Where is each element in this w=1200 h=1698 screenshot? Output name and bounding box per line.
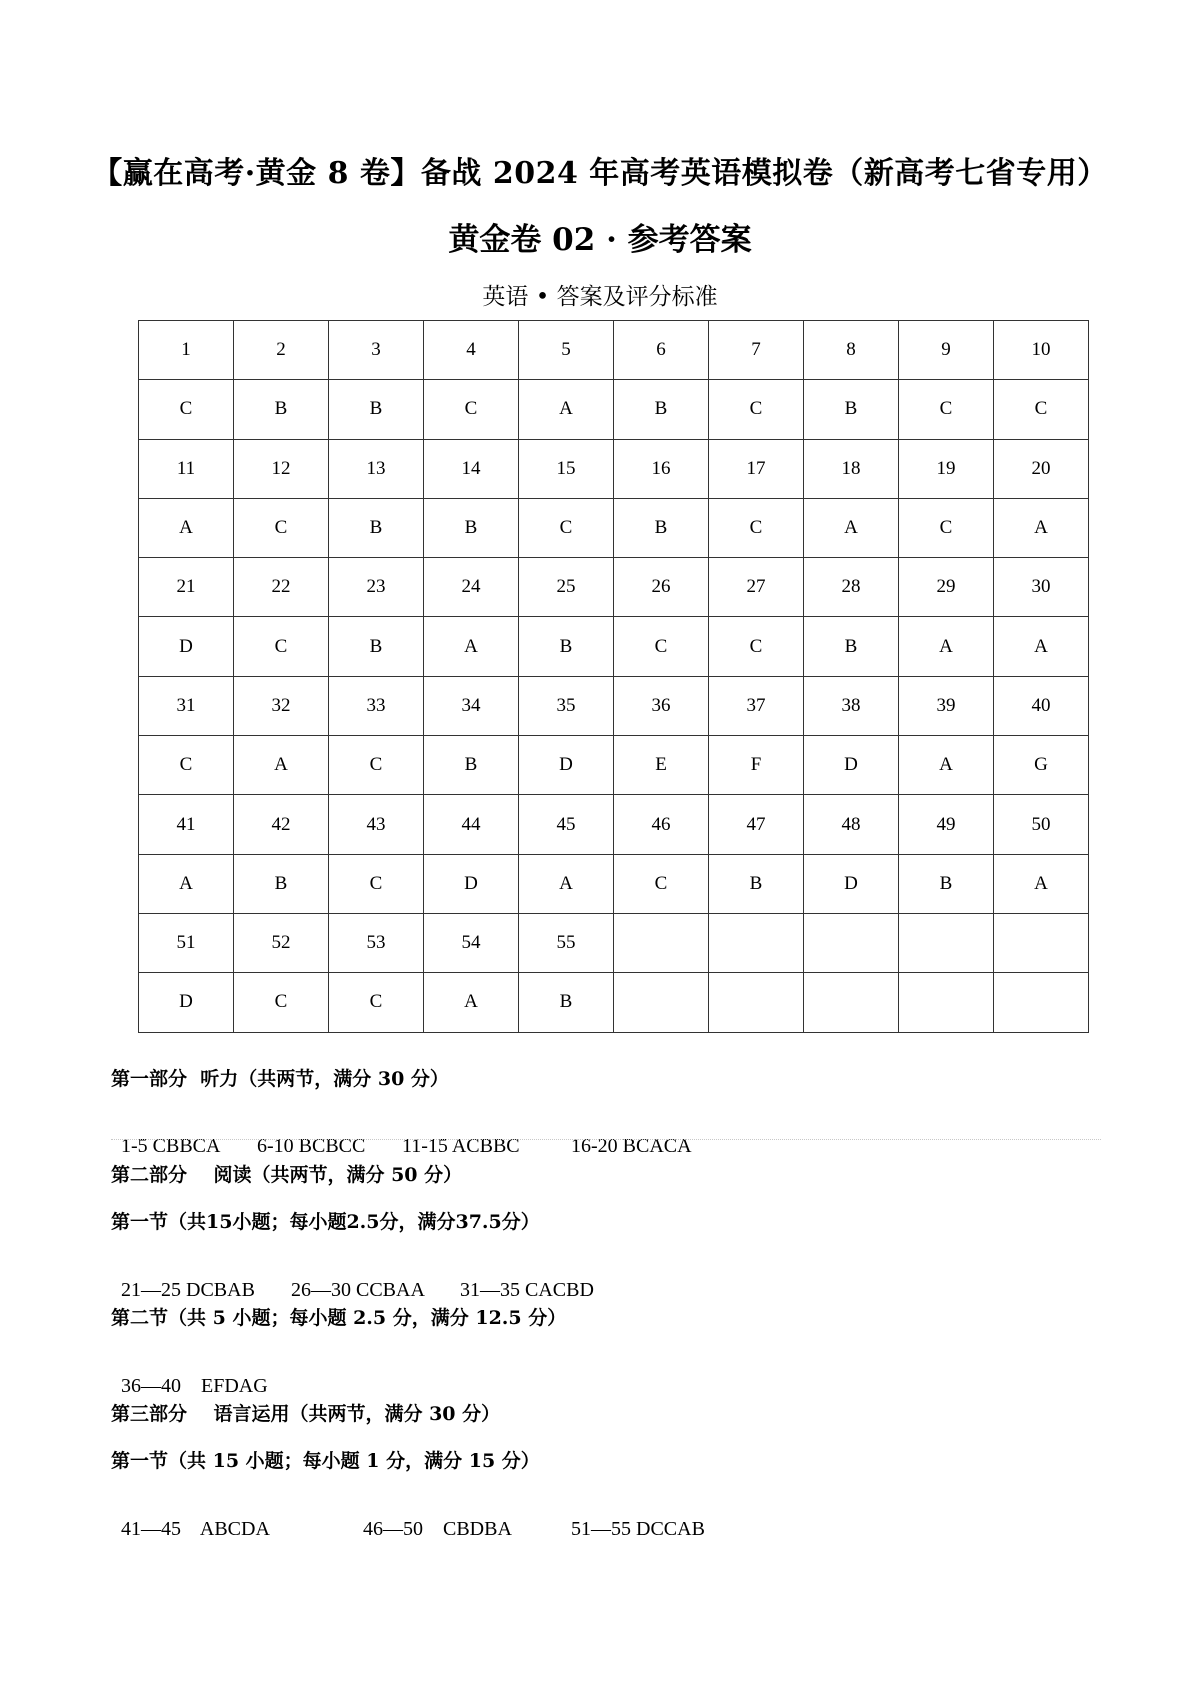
- question-number-row: [139, 676, 1089, 735]
- answer-letter-cell: C: [709, 498, 804, 557]
- document-subtitle: 黄金卷 02 · 参考答案: [448, 222, 752, 258]
- answer-letter-cell: [994, 973, 1089, 1032]
- answer-letter-cell: [614, 973, 709, 1032]
- answer-letter-cell: D: [139, 973, 234, 1032]
- question-number-cell: 44: [424, 795, 519, 854]
- question-number-cell: 25: [519, 558, 614, 617]
- question-number-cell: 40: [994, 676, 1089, 735]
- question-number-cell: 5: [519, 321, 614, 380]
- part2-section2-answers: [111, 1352, 268, 1398]
- answer-letter-cell: C: [899, 380, 994, 439]
- answer-letter-cell: A: [519, 854, 614, 913]
- answer-letter-cell: D: [804, 736, 899, 795]
- answer-letter-cell: C: [329, 973, 424, 1032]
- question-number-cell: 3: [329, 321, 424, 380]
- part2-heading: 第二部分 阅读（共两节，满分 50 分）: [111, 1164, 463, 1186]
- question-number-cell: 18: [804, 439, 899, 498]
- answer-letter-cell: B: [519, 973, 614, 1032]
- answer-letter-cell: B: [804, 380, 899, 439]
- part1-answers: [111, 1112, 692, 1158]
- answer-group: 36—40 EFDAG: [121, 1375, 268, 1397]
- answer-letter-cell: A: [994, 498, 1089, 557]
- question-number-cell: 32: [234, 676, 329, 735]
- question-number-cell: 28: [804, 558, 899, 617]
- answer-letter-cell: A: [139, 498, 234, 557]
- answer-group: 51—55 DCCAB: [571, 1518, 705, 1540]
- answer-letter-cell: B: [709, 854, 804, 913]
- answer-letter-cell: A: [234, 736, 329, 795]
- part3-heading: 第三部分 语言运用（共两节，满分 30 分）: [111, 1403, 501, 1425]
- question-number-cell: [804, 913, 899, 972]
- answer-letter-row: [139, 736, 1089, 795]
- question-number-cell: 2: [234, 321, 329, 380]
- part1-heading: 第一部分 听力（共两节，满分 30 分）: [111, 1068, 449, 1090]
- question-number-cell: 23: [329, 558, 424, 617]
- question-number-row: [139, 321, 1089, 380]
- answer-group: 31—35 CACBD: [460, 1279, 594, 1301]
- answer-letter-cell: A: [424, 973, 519, 1032]
- question-number-cell: 50: [994, 795, 1089, 854]
- part2-section1-answers: [111, 1256, 594, 1302]
- question-number-cell: [709, 913, 804, 972]
- answer-letter-cell: C: [329, 736, 424, 795]
- question-number-cell: 31: [139, 676, 234, 735]
- answer-letter-cell: B: [614, 498, 709, 557]
- question-number-cell: 20: [994, 439, 1089, 498]
- table-caption: 英语 • 答案及评分标准: [482, 284, 718, 310]
- question-number-cell: 49: [899, 795, 994, 854]
- answer-letter-row: [139, 854, 1089, 913]
- answer-letter-cell: C: [709, 380, 804, 439]
- answer-letter-cell: A: [139, 854, 234, 913]
- answer-letter-cell: C: [139, 380, 234, 439]
- question-number-cell: 51: [139, 913, 234, 972]
- answer-letter-cell: C: [424, 380, 519, 439]
- answer-group: 1-5 CBBCA: [121, 1135, 221, 1157]
- answer-letter-cell: C: [519, 498, 614, 557]
- question-number-cell: 29: [899, 558, 994, 617]
- question-number-cell: 43: [329, 795, 424, 854]
- question-number-cell: 6: [614, 321, 709, 380]
- part2-section2-heading: 第二节（共 5 小题；每小题 2.5 分，满分 12.5 分）: [111, 1307, 567, 1329]
- question-number-row: [139, 558, 1089, 617]
- answer-letter-cell: B: [519, 617, 614, 676]
- question-number-cell: 45: [519, 795, 614, 854]
- answer-letter-cell: B: [899, 854, 994, 913]
- answer-table: [138, 320, 1089, 1033]
- answer-letter-cell: C: [899, 498, 994, 557]
- answer-letter-cell: D: [804, 854, 899, 913]
- question-number-cell: 34: [424, 676, 519, 735]
- answer-letter-cell: B: [424, 498, 519, 557]
- question-number-cell: 39: [899, 676, 994, 735]
- question-number-cell: 15: [519, 439, 614, 498]
- question-number-cell: 33: [329, 676, 424, 735]
- answer-group: 6-10 BCBCC: [257, 1135, 366, 1157]
- answer-letter-cell: C: [614, 617, 709, 676]
- answer-letter-row: [139, 380, 1089, 439]
- answer-letter-cell: B: [424, 736, 519, 795]
- question-number-cell: [899, 913, 994, 972]
- answer-letter-cell: G: [994, 736, 1089, 795]
- answer-letter-row: [139, 498, 1089, 557]
- answer-letter-cell: [709, 973, 804, 1032]
- answer-group: 21—25 DCBAB: [121, 1279, 255, 1301]
- answer-letter-cell: C: [709, 617, 804, 676]
- answer-letter-cell: A: [519, 380, 614, 439]
- question-number-row: [139, 913, 1089, 972]
- question-number-cell: 4: [424, 321, 519, 380]
- answer-letter-cell: A: [994, 617, 1089, 676]
- answer-letter-cell: B: [329, 380, 424, 439]
- question-number-cell: 30: [994, 558, 1089, 617]
- question-number-cell: 35: [519, 676, 614, 735]
- question-number-cell: 24: [424, 558, 519, 617]
- question-number-cell: 48: [804, 795, 899, 854]
- question-number-cell: 14: [424, 439, 519, 498]
- question-number-cell: [994, 913, 1089, 972]
- answer-letter-cell: B: [614, 380, 709, 439]
- answer-group: 16-20 BCACA: [571, 1135, 692, 1157]
- answer-letter-cell: [899, 973, 994, 1032]
- question-number-cell: 13: [329, 439, 424, 498]
- answer-letter-cell: B: [329, 617, 424, 676]
- part3-section1-answers: [111, 1495, 705, 1541]
- answer-letter-cell: [804, 973, 899, 1032]
- answer-group: 41—45 ABCDA: [121, 1518, 270, 1540]
- question-number-row: [139, 439, 1089, 498]
- question-number-cell: 8: [804, 321, 899, 380]
- document-title: 【赢在高考·黄金 8 卷】备战 2024 年高考英语模拟卷（新高考七省专用）: [92, 156, 1108, 191]
- part2-section1-heading: 第一节（共15小题；每小题2.5分，满分37.5分）: [111, 1211, 540, 1233]
- question-number-cell: 36: [614, 676, 709, 735]
- answer-letter-cell: A: [994, 854, 1089, 913]
- question-number-cell: 52: [234, 913, 329, 972]
- question-number-cell: 1: [139, 321, 234, 380]
- question-number-cell: 47: [709, 795, 804, 854]
- answer-letter-cell: A: [899, 617, 994, 676]
- question-number-cell: 41: [139, 795, 234, 854]
- answer-letter-cell: C: [234, 617, 329, 676]
- question-number-cell: 42: [234, 795, 329, 854]
- answer-group: 26—30 CCBAA: [291, 1279, 425, 1301]
- answer-letter-cell: D: [139, 617, 234, 676]
- part3-section1-heading: 第一节（共 15 小题；每小题 1 分，满分 15 分）: [111, 1450, 540, 1472]
- answer-letter-cell: B: [329, 498, 424, 557]
- question-number-cell: 16: [614, 439, 709, 498]
- question-number-cell: 9: [899, 321, 994, 380]
- answer-letter-cell: A: [424, 617, 519, 676]
- answer-letter-row: [139, 617, 1089, 676]
- dotted-divider: [111, 1139, 1101, 1140]
- answer-letter-cell: D: [424, 854, 519, 913]
- question-number-row: [139, 795, 1089, 854]
- answer-letter-cell: C: [234, 973, 329, 1032]
- question-number-cell: 7: [709, 321, 804, 380]
- question-number-cell: 10: [994, 321, 1089, 380]
- answer-group: 46—50 CBDBA: [363, 1518, 512, 1540]
- answer-letter-cell: B: [804, 617, 899, 676]
- question-number-cell: 11: [139, 439, 234, 498]
- question-number-cell: 54: [424, 913, 519, 972]
- question-number-cell: 55: [519, 913, 614, 972]
- question-number-cell: 38: [804, 676, 899, 735]
- question-number-cell: 21: [139, 558, 234, 617]
- question-number-cell: 19: [899, 439, 994, 498]
- answer-letter-cell: A: [899, 736, 994, 795]
- answer-letter-cell: B: [234, 380, 329, 439]
- question-number-cell: 26: [614, 558, 709, 617]
- answer-letter-cell: C: [234, 498, 329, 557]
- answer-letter-cell: B: [234, 854, 329, 913]
- answer-letter-cell: C: [994, 380, 1089, 439]
- answer-letter-cell: C: [614, 854, 709, 913]
- question-number-cell: 22: [234, 558, 329, 617]
- question-number-cell: 53: [329, 913, 424, 972]
- question-number-cell: 17: [709, 439, 804, 498]
- question-number-cell: 37: [709, 676, 804, 735]
- question-number-cell: 27: [709, 558, 804, 617]
- question-number-cell: 46: [614, 795, 709, 854]
- answer-letter-row: [139, 973, 1089, 1032]
- answer-letter-cell: F: [709, 736, 804, 795]
- question-number-cell: 12: [234, 439, 329, 498]
- answer-letter-cell: A: [804, 498, 899, 557]
- answer-letter-cell: C: [139, 736, 234, 795]
- answer-letter-cell: E: [614, 736, 709, 795]
- answer-letter-cell: C: [329, 854, 424, 913]
- answer-group: 11-15 ACBBC: [402, 1135, 520, 1157]
- answer-letter-cell: D: [519, 736, 614, 795]
- question-number-cell: [614, 913, 709, 972]
